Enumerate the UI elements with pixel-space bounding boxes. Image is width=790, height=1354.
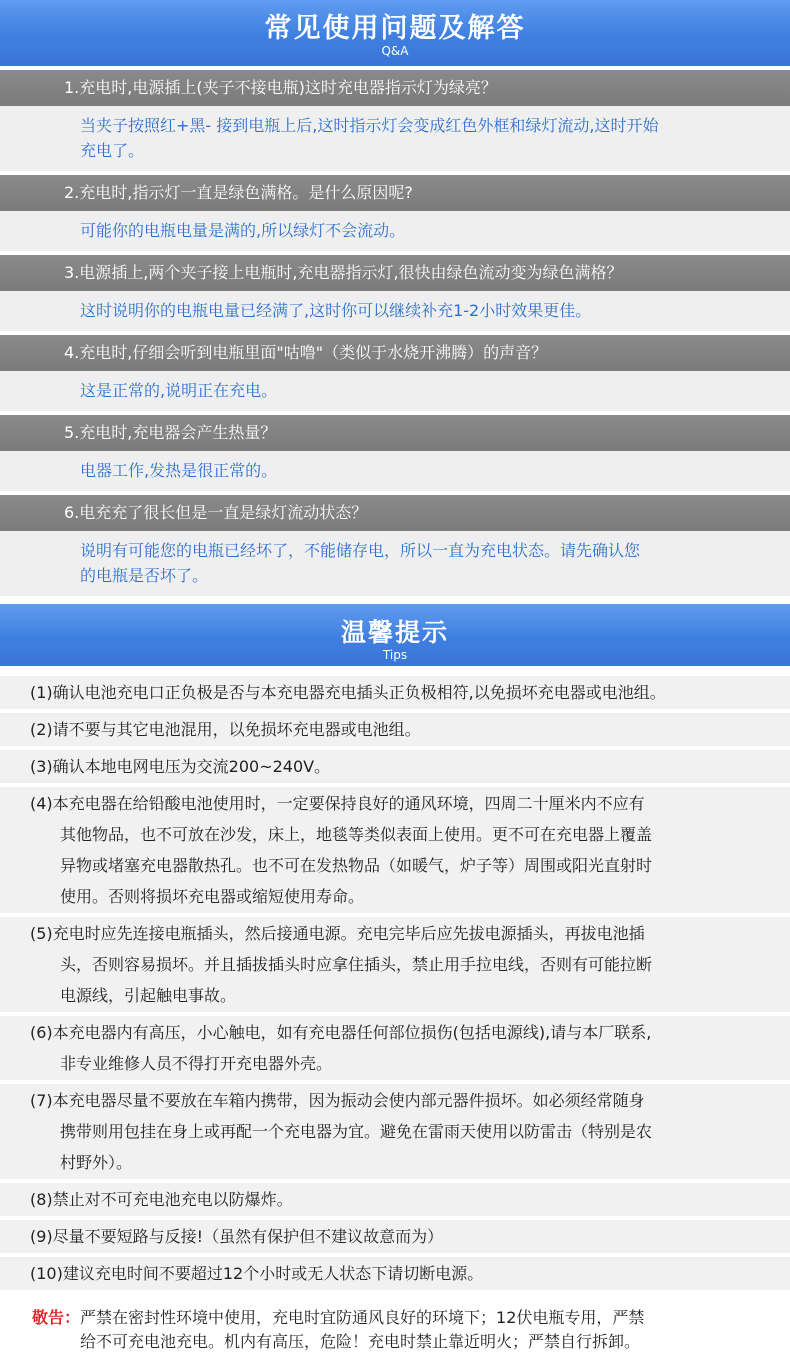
question-row: 1.充电时,电源插上(夹子不接电瓶)这时充电器指示灯为绿亮？ (0, 70, 790, 106)
answer-line: 的电瓶是否坏了。 (80, 566, 209, 585)
tip-line: (6)本充电器内有高压，小心触电，如有充电器任何部位损伤(包括电源线),请与本厂联系, (30, 1023, 652, 1042)
question-row: 3.电源插上,两个夹子接上电瓶时,充电器指示灯,很快由绿色流动变为绿色满格？ (0, 255, 790, 291)
answer-block (0, 106, 790, 171)
qa-banner (0, 0, 790, 66)
tips-list (0, 666, 790, 1290)
tip-line: 非专业维修人员不得打开充电器外壳。 (60, 1054, 333, 1073)
tip-item (0, 1220, 790, 1253)
tip-line: (10)建议充电时间不要超过12个小时或无人状态下请切断电源。 (30, 1264, 484, 1283)
tip-item (0, 1257, 790, 1290)
question-row: 4.充电时,仔细会听到电瓶里面"咕噜"（类似于水烧开沸腾）的声音？ (0, 335, 790, 371)
tip-line: 村野外）。 (60, 1153, 133, 1172)
tip-line: (1)确认电池充电口正负极是否与本充电器充电插头正负极相符,以免损坏充电器或电池组。 (30, 683, 666, 702)
answer-line: 这是正常的,说明正在充电。 (80, 381, 278, 400)
answer-line: 这时说明你的电瓶电量已经满了,这时你可以继续补充1-2小时效果更佳。 (80, 301, 592, 320)
qa-title: 常见使用问题及解答 (264, 13, 526, 44)
tip-item (0, 787, 790, 913)
answer-line: 可能你的电瓶电量是满的,所以绿灯不会流动。 (80, 221, 406, 240)
answer-line: 电器工作,发热是很正常的。 (80, 461, 278, 480)
question-row: 5.充电时,充电器会产生热量？ (0, 415, 790, 451)
answer-block (0, 531, 790, 596)
tip-line: (5)充电时应先连接电瓶插头，然后接通电源。充电完毕后应先拔电源插头，再拔电池插 (30, 924, 645, 943)
warning-line-1: 严禁在密封性环境中使用，充电时宜防通风良好的环境下；12伏电瓶专用，严禁 (80, 1308, 645, 1327)
tips-banner (0, 604, 790, 666)
tips-title: 温馨提示 (340, 618, 449, 647)
question-row: 2.充电时,指示灯一直是绿色满格。是什么原因呢? (0, 175, 790, 211)
tip-line: (3)确认本地电网电压为交流200~240V。 (30, 757, 331, 776)
warning-label: 敬告： (32, 1308, 81, 1327)
answer-block (0, 371, 790, 411)
tip-line: 异物或堵塞充电器散热孔。也不可在发热物品（如暖气，炉子等）周围或阳光直射时 (60, 856, 653, 875)
answer-line: 说明有可能您的电瓶已经坏了，不能储存电，所以一直为充电状态。请先确认您 (80, 541, 641, 560)
answer-line: 充电了。 (80, 141, 145, 160)
tip-item (0, 1016, 790, 1080)
qa-subtitle: Q&A (381, 44, 409, 58)
tip-line: (4)本充电器在给铅酸电池使用时，一定要保持良好的通风环境，四周二十厘米内不应有 (30, 794, 645, 813)
tip-line: 电源线，引起触电事故。 (60, 986, 237, 1005)
tip-item (0, 713, 790, 746)
tip-item (0, 750, 790, 783)
warning-line-2: 给不可充电池充电。机内有高压，危险！充电时禁止靠近明火；严禁自行拆卸。 (80, 1332, 641, 1351)
warning-block (0, 1294, 790, 1354)
tip-line: 头，否则容易损坏。并且插拔插头时应拿住插头，禁止用手拉电线，否则有可能拉断 (60, 955, 653, 974)
answer-block (0, 211, 790, 251)
tip-item (0, 1084, 790, 1179)
tip-line: 携带则用包挂在身上或再配一个充电器为宜。避免在雷雨天使用以防雷击（特别是农 (60, 1122, 653, 1141)
question-row: 6.电充充了很长但是一直是绿灯流动状态？ (0, 495, 790, 531)
tips-subtitle: Tips (382, 648, 408, 662)
tip-line: (7)本充电器尽量不要放在车箱内携带，因为振动会使内部元器件损坏。如必须经常随身 (30, 1091, 645, 1110)
tip-item (0, 917, 790, 1012)
tip-item (0, 676, 790, 709)
answer-block (0, 451, 790, 491)
tip-line: (8)禁止对不可充电池充电以防爆炸。 (30, 1190, 293, 1209)
qa-list (0, 70, 790, 596)
tip-line: (9)尽量不要短路与反接!（虽然有保护但不建议故意而为） (30, 1227, 444, 1246)
tip-line: 其他物品，也不可放在沙发，床上，地毯等类似表面上使用。更不可在充电器上覆盖 (60, 825, 653, 844)
answer-block (0, 291, 790, 331)
tip-line: 使用。否则将损坏充电器或缩短使用寿命。 (60, 887, 365, 906)
answer-line: 当夹子按照红+黑- 接到电瓶上后,这时指示灯会变成红色外框和绿灯流动,这时开始 (80, 116, 659, 135)
tip-line: (2)请不要与其它电池混用，以免损坏充电器或电池组。 (30, 720, 421, 739)
tip-item (0, 1183, 790, 1216)
